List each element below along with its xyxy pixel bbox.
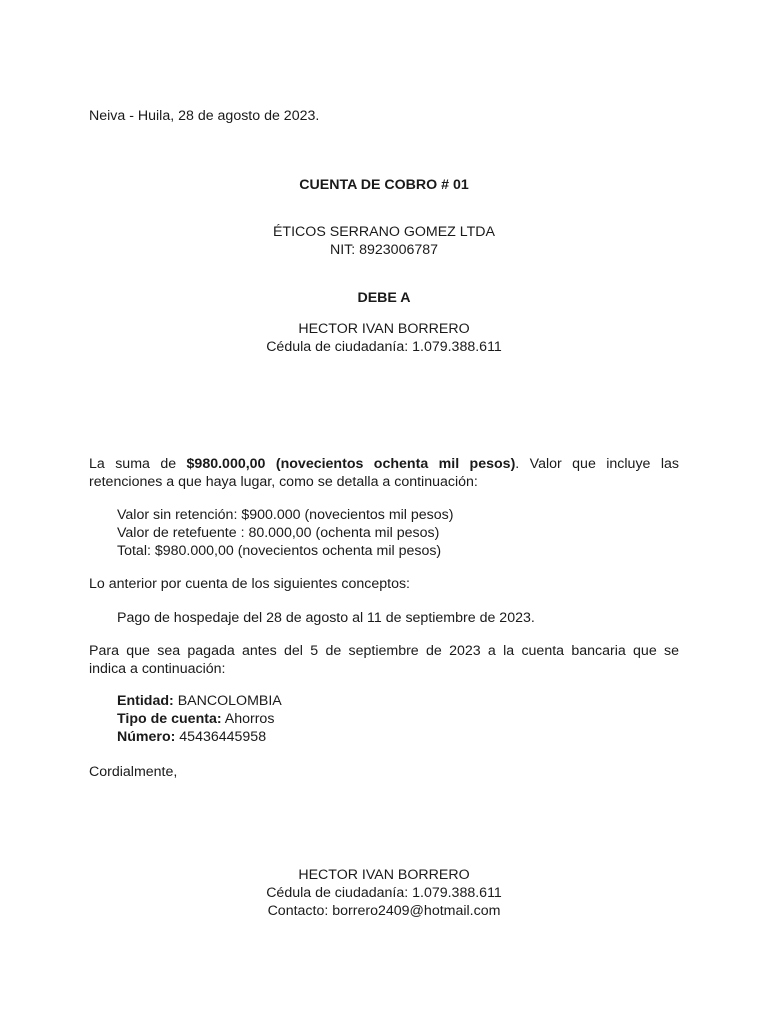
amount-paragraph — [89, 455, 679, 491]
bank-number-value: 45436445958 — [175, 729, 267, 745]
signature-id: Cédula de ciudadanía: 1.079.388.611 — [266, 885, 502, 901]
debtor-name: HECTOR IVAN BORRERO — [298, 321, 470, 337]
bank-account-number — [117, 728, 282, 746]
signature-block — [0, 866, 768, 920]
bank-number-label: Número: — [117, 729, 176, 745]
closing: Cordialmente, — [89, 764, 178, 780]
amount-value: $980.000,00 (novecientos ochenta mil pesos) — [186, 456, 516, 472]
signature-contact: Contacto: borrero2409@hotmail.com — [267, 903, 501, 919]
bank-details — [117, 692, 282, 746]
company-block — [0, 223, 768, 259]
bank-account-type — [117, 710, 282, 728]
concepts-intro: Lo anterior por cuenta de los siguientes conceptos: — [89, 576, 410, 592]
payment-line-2: indica a continuación: — [89, 661, 226, 677]
payment-paragraph — [89, 642, 679, 678]
bank-entity-label: Entidad: — [117, 693, 174, 709]
bank-entity — [117, 692, 282, 710]
concept-item: Pago de hospedaje del 28 de agosto al 11 de septiembre de 2023. — [117, 610, 535, 626]
bank-type-label: Tipo de cuenta: — [117, 711, 222, 727]
document-title: CUENTA DE COBRO # 01 — [299, 177, 469, 193]
breakdown-list — [117, 506, 453, 560]
breakdown-item: Total: $980.000,00 (novecientos ochenta mil pesos) — [117, 543, 442, 559]
date-line: Neiva - Huila, 28 de agosto de 2023. — [89, 108, 320, 124]
company-nit: NIT: 8923006787 — [329, 242, 439, 258]
amount-line-1 — [89, 455, 679, 473]
bank-type-value: Ahorros — [221, 711, 275, 727]
amount-suffix: . Valor que incluye las — [515, 456, 679, 472]
debtor-block — [0, 320, 768, 356]
payment-line-1: Para que sea pagada antes del 5 de septiembre de 2023 a la cuenta bancaria que se — [89, 643, 679, 659]
debtor-id: Cédula de ciudadanía: 1.079.388.611 — [266, 339, 502, 355]
signature-name: HECTOR IVAN BORRERO — [298, 867, 470, 883]
amount-prefix: La suma de — [89, 456, 187, 472]
company-name: ÉTICOS SERRANO GOMEZ LTDA — [272, 224, 496, 240]
amount-line-2: retenciones a que haya lugar, como se detalla a continuación: — [89, 474, 478, 490]
bank-entity-value: BANCOLOMBIA — [173, 693, 282, 709]
breakdown-item: Valor de retefuente : 80.000,00 (ochenta mil pesos) — [117, 525, 440, 541]
debe-a-heading: DEBE A — [357, 290, 411, 306]
breakdown-item: Valor sin retención: $900.000 (novecientos mil pesos) — [117, 507, 454, 523]
